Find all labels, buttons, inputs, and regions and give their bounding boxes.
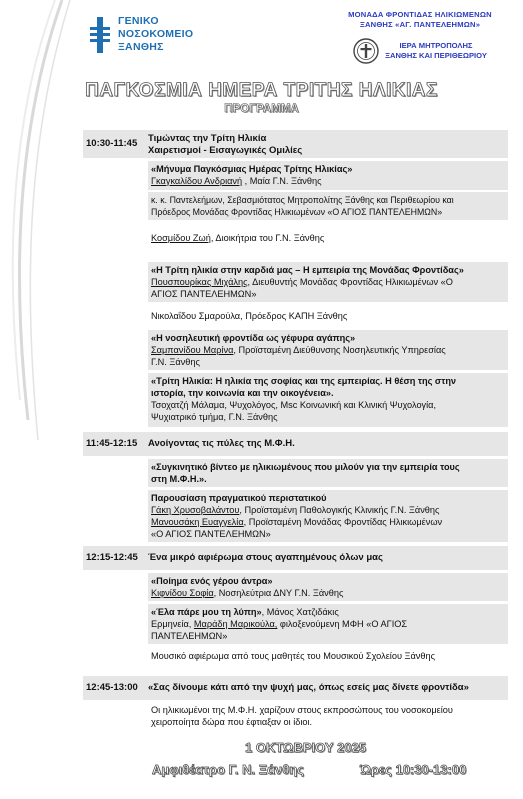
item-title: «Συγκινητικό βίντεο με ηλικιωμένους που μιλούν για την εμπειρία τους (151, 462, 460, 472)
speaker-name: Γκαγκαλίδου Ανδριανή (151, 176, 243, 186)
care-unit-line: ΜΟΝΑΔΑ ΦΡΟΝΤΙΔΑΣ ΗΛΙΚΙΩΜΕΝΩΝ (348, 10, 492, 19)
item-title: στη Μ.Φ.Η.». (151, 474, 207, 484)
program-item: Μουσικό αφιέρωμα από τους μαθητές του Μουσικού Σχολείου Ξάνθης (151, 651, 436, 661)
session-time: 10:30-11:45 (83, 130, 146, 158)
item-title: «Μήνυμα Παγκόσμιας Ημέρας Τρίτης Ηλικίας» (151, 164, 353, 174)
item-speaker (151, 344, 505, 356)
program-item (148, 330, 508, 370)
session-time: 11:45-12:15 (83, 432, 146, 456)
program-item (148, 604, 508, 644)
program-item (148, 161, 508, 190)
item-title: «Η Τρίτη ηλικία στην καρδιά μας – Η εμπειρία της Μονάδας Φροντίδας» (151, 265, 464, 275)
metropolis-line: ΙΕΡΑ ΜΗΤΡΟΠΟΛΗΣ (399, 41, 473, 50)
speaker-role: ΑΓΙΟΣ ΠΑΝΤΕΛΕΗΜΩΝ» (151, 289, 257, 299)
event-venue: Αμφιθέατρο Γ. Ν. Ξάνθης (152, 762, 305, 777)
item-title: ιστορία, την κοινωνία και την οικογένεια». (151, 388, 334, 398)
metropolis-name (385, 41, 487, 61)
metropolis-line: ΞΑΝΘΗΣ ΚΑΙ ΠΕΡΙΘΕΩΡΙΟΥ (385, 51, 487, 60)
composer: , Μάνος Χατζιδάκις (261, 607, 339, 617)
session-heading-line: Τιμώντας την Τρίτη Ηλικία (148, 133, 267, 144)
speaker-role: , Διοικήτρια του Γ.Ν. Ξάνθης (210, 233, 325, 243)
item-title: «Τρίτη Ηλικία: Η ηλικία της σοφίας και της εμπειρίας. Η θέση της στην (151, 376, 457, 386)
speaker-line: Ψυχιατρικό τμήμα, Γ.Ν. Ξάνθης (151, 412, 278, 422)
performer-prefix: Ερμηνεία, (151, 619, 194, 629)
speaker-name: Κιφνίδου Σοφία (151, 588, 214, 598)
item-title: «Ποίημα ενός γέρου άντρα» (151, 576, 273, 586)
program-item (148, 232, 508, 244)
speaker-name: Γάκη Χρυσοβαλάντου (151, 505, 240, 515)
speaker-name: Σαμπανίδου Μαρίνα (151, 345, 234, 355)
speaker-role: φιλοξενούμενη ΜΦΗ «Ο ΑΓΙΟΣ (277, 619, 408, 629)
hospital-name-line: ΝΟΣΟΚΟΜΕΙΟ (118, 28, 194, 40)
item-line: Πρόεδρος Μονάδας Φροντίδας Ηλικιωμένων «Ο ΑΓΙΟΣ ΠΑΝΤΕΛΕΗΜΩΝ» (151, 207, 443, 217)
program-item (148, 373, 508, 427)
metropolis-seal-icon (353, 38, 379, 64)
hospital-name-line: ΞΑΝΘΗΣ (118, 41, 164, 53)
item-speaker (151, 504, 505, 516)
page-subtitle: ΠΡΟΓΡΑΜΜΑ (224, 103, 299, 115)
session-heading: Ένα μικρό αφιέρωμα στους αγαπημένους όλων μας (148, 552, 383, 563)
speaker-name: Πουσπουρίκας Μιχάλης (151, 277, 248, 287)
speaker-role: , Προϊσταμένη Διεύθυνσης Νοσηλευτικής Υπηρεσίας (233, 345, 446, 355)
session-heading (148, 133, 508, 157)
session-heading-line: Χαιρετισμοί - Εισαγωγικές Ομιλίες (148, 145, 303, 156)
item-speaker (151, 587, 505, 599)
item-speaker (151, 175, 505, 187)
program-item (148, 459, 508, 487)
speaker-role: , Διευθυντής Μονάδας Φροντίδας Ηλικιωμένων «Ο (247, 277, 453, 287)
decorative-arc (0, 0, 90, 799)
item-speaker (151, 276, 505, 288)
speaker-role: , Προϊσταμένη Μονάδας Φροντίδας Ηλικιωμένων (243, 517, 443, 527)
hospital-logo (88, 15, 193, 55)
item-line: κ. κ. Παντελεήμων, Σεβασμιότατος Μητροπολίτης Ξάνθης και Περιθεωρίου και (151, 195, 454, 205)
program-item (148, 192, 508, 220)
organizer-block (325, 10, 515, 64)
program-item (148, 490, 508, 542)
hospital-cross-icon (88, 15, 112, 55)
speaker-role: ΠΑΝΤΕΛΕΗΜΩΝ» (151, 631, 228, 641)
care-unit-name (325, 10, 515, 30)
hospital-name (118, 15, 193, 54)
speaker-role: , Προϊσταμένη Παθολογικής Κλινικής Γ.Ν. Ξάνθης (239, 505, 440, 515)
care-unit-line: ΞΑΝΘΗΣ «ΑΓ. ΠΑΝΤΕΛΕΗΜΩΝ» (359, 20, 481, 29)
speaker-name: Κοσμίδου Ζωή (151, 233, 211, 243)
speaker-role: , Μαία Γ.Ν. Ξάνθης (242, 176, 322, 186)
item-title: «Η νοσηλευτική φροντίδα ως γέφυρα αγάπης» (151, 333, 356, 343)
item-title-row (151, 606, 505, 618)
session-heading: Ανοίγοντας τις πύλες της Μ.Φ.Η. (148, 438, 295, 449)
speaker-role: , Νοσηλεύτρια ΔΝΥ Γ.Ν. Ξάνθης (213, 588, 344, 598)
speaker-role: Γ.Ν. Ξάνθης (151, 357, 200, 367)
program-item (148, 704, 508, 728)
hospital-name-line: ΓΕΝΙΚΟ (118, 15, 159, 27)
item-line: χειροποίητα δώρα που έφτιαξαν οι ίδιοι. (151, 717, 313, 727)
event-date: 1 ΟΚΤΩΒΡΙΟΥ 2025 (245, 740, 367, 755)
item-speaker (151, 516, 505, 528)
program-item: Νικολαΐδου Σμαρούλα, Πρόεδρος ΚΑΠΗ Ξάνθης (151, 311, 348, 321)
item-speaker (151, 618, 505, 630)
session-heading: «Σας δίνουμε κάτι από την ψυχή μας, όπως εσείς μας δίνετε φροντίδα» (148, 682, 469, 693)
speaker-role: «Ο ΑΓΙΟΣ ΠΑΝΤΕΛΕΗΜΩΝ» (151, 529, 271, 539)
item-title: «Έλα πάρε μου τη λύπη» (151, 607, 262, 617)
speaker-name: Μαράδη Μαρικούλα, (193, 619, 278, 629)
metropolis-row (325, 38, 515, 64)
speaker-name: Μανουσάκη Ευαγγελία (151, 517, 244, 527)
item-title: Παρουσίαση πραγματικού περιστατικού (151, 493, 327, 503)
program-item (148, 262, 508, 302)
session-time: 12:45-13:00 (83, 676, 146, 700)
event-hours: Ώρες 10:30-13:00 (360, 762, 467, 777)
item-line: Οι ηλικιωμένοι της Μ.Φ.Η. χαρίζουν στους εκπροσώπους του νοσοκομείου (151, 705, 453, 715)
program-item (148, 573, 508, 601)
page-title: ΠΑΓΚΟΣΜΙΑ ΗΜΕΡΑ ΤΡΙΤΗΣ ΗΛΙΚΙΑΣ (85, 80, 438, 101)
speaker-line: Τσοχατζή Μάλαμα, Ψυχολόγος, Msc Κοινωνική και Κλινική Ψυχολογία, (151, 400, 437, 410)
session-time: 12:15-12:45 (83, 546, 146, 570)
